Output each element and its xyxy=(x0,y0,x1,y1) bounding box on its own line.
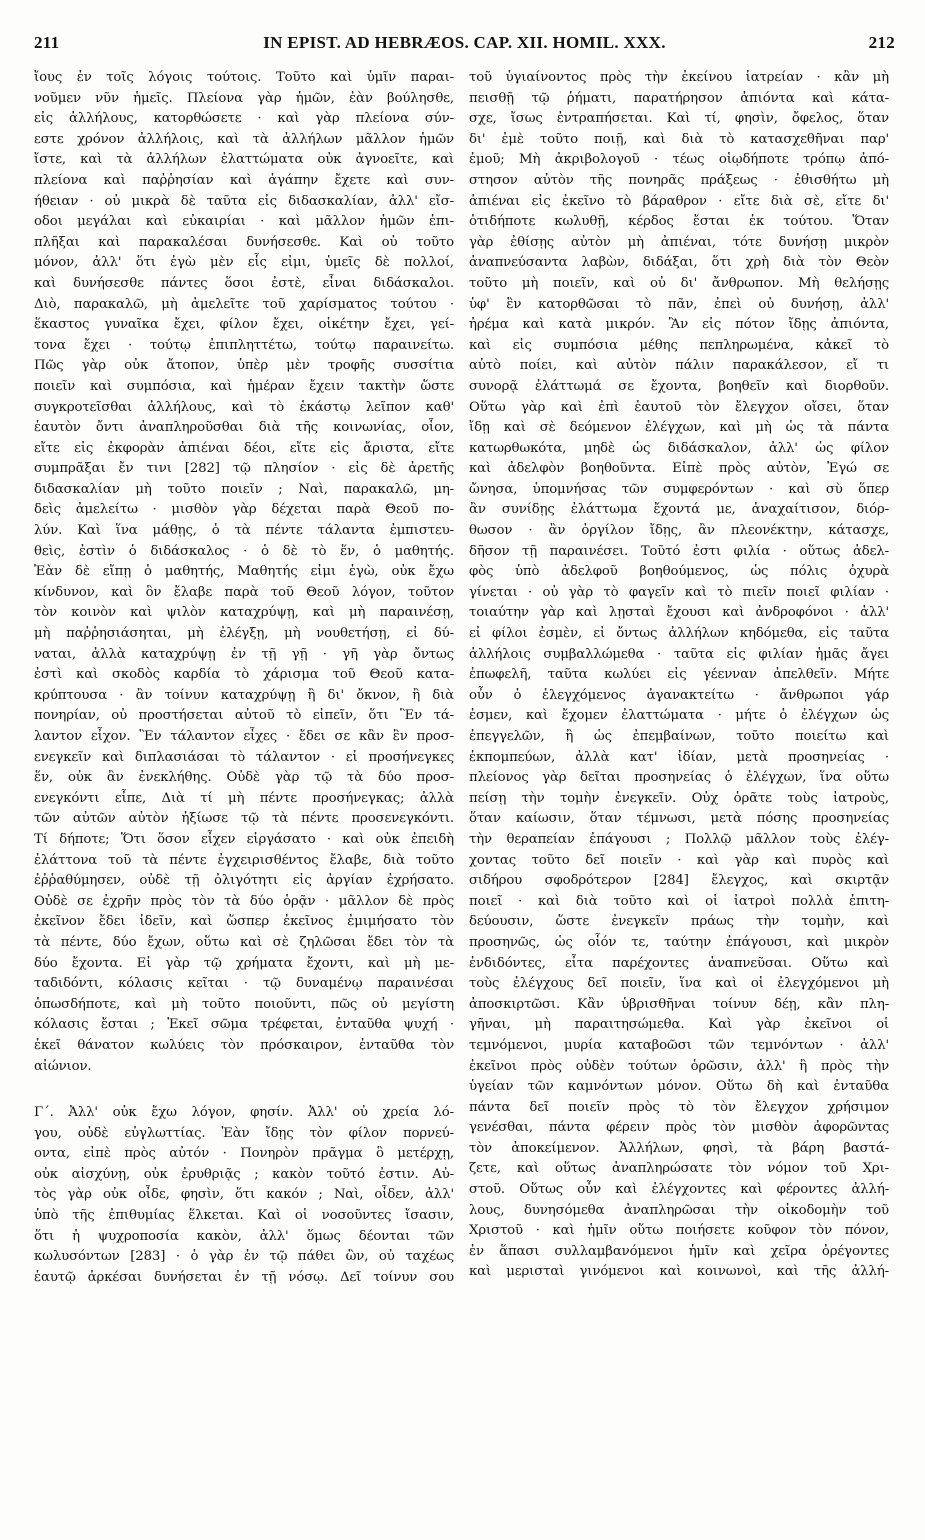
text-line: ἑαυτῷ ἀρκέσαι δυνήσεται ἐν τῇ νόσῳ. Δεῖ τοίνυν σου xyxy=(34,1269,454,1285)
running-header xyxy=(34,33,895,57)
text-line: ποιεῖν καὶ συμπόσια, καὶ ἡμέραν ἔχειν τακτὴν ὥστε xyxy=(34,378,454,394)
paragraph-gap xyxy=(34,1077,454,1103)
text-line: κατωρθωκότα, μηδὲ ὡς διδάσκαλον, ἀλλ' ὡς φίλον xyxy=(469,440,889,456)
text-line: τὸς γὰρ οὐκ οἶδε, φησὶν, ὅτι κακόν ; Ναὶ, οἶδεν, ἀλλ' xyxy=(34,1187,454,1203)
text-line: ἐκπομπεύων, ἀλλὰ κατ' ἰδίαν, μετὰ προσηνείας · xyxy=(469,749,889,765)
text-line: ὑπὸ τῆς ἐπιθυμίας ἕλκεται. Καὶ οἱ νοσοῦντες ἴσασιν, xyxy=(34,1208,454,1224)
text-line: δεὶς ἀμελείτω · μισθὸν γὰρ δέχεται παρὰ Θεοῦ πο- xyxy=(34,502,454,518)
text-line: δῆσον τῇ παραινέσει. Τοῦτό ἐστι φιλία · οὕτως ἀδελ- xyxy=(469,543,889,559)
right-text-column xyxy=(469,68,889,1283)
text-line: ζετε, καὶ οὕτως ἀναπληρώσατε τὸν νόμον τοῦ Χρι- xyxy=(469,1161,889,1177)
text-line: Χριστοῦ · καὶ ἡμῖν οὕτω ποιήσετε κοῦφον τὸν πόνον, xyxy=(469,1223,889,1239)
text-line: θωσον · ἂν ὀργίλον ἴδῃς, ἂν πλεονέκτην, κάτασχε, xyxy=(469,523,889,539)
text-line: ἐκεῖνοι πρὸς οὐδὲν τούτων ὁρῶσιν, ἀλλ' ἢ πρὸς τὴν xyxy=(469,1058,889,1074)
text-line: τὸν ἀποκείμενον. Ἀλλήλων, φησὶ, τὰ βάρη βαστά- xyxy=(469,1140,889,1156)
text-line: πείσῃ τὴν τομὴν ἐνεγκεῖν. Οὐχ ὁρᾶτε τοὺς ἰατροὺς, xyxy=(469,790,889,806)
text-line: πλῆξαι καὶ παρακαλέσαι δυνήσεσθε. Καὶ οὐ τοῦτο xyxy=(34,234,454,250)
text-line: κωλυσόντων [283] · ὁ γὰρ ἐν τῷ πάθει ὢν, οὐ ταχέως xyxy=(34,1249,454,1265)
text-line: λαντον εἶχον. Ἓν τάλαντον εἶχες · ἔδει σε κἂν ἓν προσ- xyxy=(34,729,454,744)
text-line: ενεγκεῖν καὶ διπλασιάσαι τὸ τάλαντον · εἰ προσήνεγκες xyxy=(34,749,454,765)
text-line: φὸς ὑπὸ ἀδελφοῦ βοηθούμενος, ὡς πόλις ὀχυρὰ xyxy=(469,564,889,580)
text-line: ποιεῖ · καὶ διὰ τοῦτο καὶ οἱ ἰατροὶ πολλὰ ἐπιτη- xyxy=(469,893,889,909)
text-line: τεμνόμενοι, μυρία καταβοῶσι τῶν τεμνόντων · ἀλλ' xyxy=(469,1037,889,1053)
text-line: γενέσθαι, πάντα φέρειν πρὸς τὸν μισθὸν ἀφορῶντας xyxy=(469,1120,889,1136)
left-text-column xyxy=(34,68,454,1288)
text-line: μόνον, ἀλλ' ὅτι ἐγὼ μὲν εἷς εἰμι, ὑμεῖς δὲ πολλοί, xyxy=(34,255,454,271)
text-line: τὴν θεραπείαν ἐπάγουσι ; Πολλῷ μᾶλλον τοὺς ἐλέγ- xyxy=(469,831,889,847)
text-line: ἐκεῖνον ἔδει ἰδεῖν, καὶ ὥσπερ ἐκεῖνος ἐμιμήσατο τὸν xyxy=(34,914,454,930)
text-line: πάντα δεῖ ποιεῖν πρὸς τὸ τὸν ἔλεγχον χρήσιμον xyxy=(469,1099,889,1115)
text-line: Οὐδὲ σε ἐχρῆν πρὸς τὸν τὰ δύο ὁρᾷν · μᾶλλον δὲ πρὸς xyxy=(34,893,454,909)
text-line: γίνεται · οὐ γὰρ τὸ φαγεῖν καὶ τὸ πιεῖν ποιεῖ φιλίαν · xyxy=(469,584,889,600)
text-line: ἐνδιδόντες, εἶτα παρέχοντες ἀναπνεῦσαι. Οὕτω καὶ xyxy=(469,955,889,971)
running-title: IN EPIST. AD HEBRÆOS. CAP. XII. HOMIL. XXX. xyxy=(263,33,666,52)
text-line: ενεγκόντι εἶπε, Διὰ τί μὴ πέντε προσήνεγκας; ἀλλὰ xyxy=(34,790,454,806)
text-line: λύν. Καὶ ἵνα μάθῃς, ὁ τὰ πέντε τάλαντα ἐμπιστευ- xyxy=(34,523,454,539)
text-line: ἴστε, καὶ τὰ ἀλλήλων ἐλαττώματα οὐκ ἀγνοεῖτε, καὶ xyxy=(34,152,454,168)
text-line: δύο ἔχοντα. Εἰ γὰρ τῷ χρήματα ἔχοντι, καὶ μὴ με- xyxy=(34,955,454,971)
text-line: εστε χρόνον ἀλλήλοις, καὶ τὰ ἀλλήλων μᾶλλον ἡμῶν xyxy=(34,131,454,147)
text-line: ταδιδόντι, κόλασις κεῖται · τῷ δυναμένῳ παραινέσαι xyxy=(34,976,454,992)
text-line: ναται, ἀλλὰ καταχρύψῃ ἐν τῇ γῇ · γῆ γὰρ ὄντως xyxy=(34,646,454,662)
text-line: ὑγείαν τῶν καμνόντων μόνον. Οὕτω δὴ καὶ ἐνταῦθα xyxy=(469,1079,889,1095)
text-line: στησον αὐτὸν τῆς πονηρᾶς πράξεως · ἐθισθήτω μὴ xyxy=(469,172,889,188)
text-line: νοῦμεν νῦν ἡμεῖς. Πλείονα γὰρ ἡμῶν, ἐὰν βούλησθε, xyxy=(34,90,454,106)
text-line: οδοι μεγάλαι καὶ εὐκαιρίαι · καὶ μᾶλλον ἡμῶν ἐπι- xyxy=(34,214,454,230)
text-line: τονα ἔχει · τούτῳ ἐπιπληττέτω, τούτῳ παραινείτω. xyxy=(34,337,454,353)
text-line: ἕκαστος γυναῖκα ἔχει, φίλον ἔχει, οἰκέτην ἔχει, γεί- xyxy=(34,317,454,333)
text-line: ἐστὶ καὶ σκοδὸς καρδία τὸ χάρισμα τοῦ Θεοῦ κατα- xyxy=(34,667,454,683)
text-line: ὁπωσδήποτε, καὶ μὴ τοῦτο ποιοῦντι, πῶς οὐ μεγίστη xyxy=(34,996,454,1012)
text-line: ἴδῃ καὶ σὲ δεόμενον ἐλέγχων, καὶ μὴ ὡς τὰ πάντα xyxy=(469,420,889,436)
text-line: καὶ εἰς συμπόσια μέθης πεπληρωμένα, κἀκεῖ τὸ xyxy=(469,337,889,353)
text-line: σιδήρου σφοδρότερον [284] ἔλεγχος, καὶ σκιρτᾷν xyxy=(469,873,889,889)
text-line: τοῦ ὑγιαίνοντος πρὸς τὴν ἐκείνου ἰατρείαν · κἂν μὴ xyxy=(469,70,889,85)
text-line: ὤνησα, ὑπομνήσας τῶν συμφερόντων · καὶ σὺ ὅπερ xyxy=(469,481,889,497)
text-line: τῶν αὐτῶν αὐτὸν ἠξίωσε τῷ τὰ πέντε προσενεγκόντι. xyxy=(34,811,454,827)
text-line: συμπρᾶξαι ἔν τινι [282] τῷ πλησίον · εἰς δὲ ἀρετῆς xyxy=(34,461,454,477)
text-line: ἕν, οὐκ ἂν ἐνεκλήθης. Οὐδὲ γὰρ τῷ τὰ δύο προσ- xyxy=(34,770,454,786)
text-line: θεὶς, ἐστὶν ὁ διδάσκαλος · ὁ δὲ τὸ ἕν, ὁ μαθητής. xyxy=(34,543,454,559)
text-line: ἐλάττονα τοῦ τὰ πέντε ἐγχειρισθέντος ἔλαβε, διὰ τοῦτο xyxy=(34,852,454,868)
text-line: Διὸ, παρακαλῶ, μὴ ἀμελεῖτε τοῦ χαρίσματος τούτου · xyxy=(34,296,454,312)
text-line: γου, οὐδὲ εὐγλωττίας. Ἐὰν ἴδῃς τὸν φίλον πορνεύ- xyxy=(34,1125,454,1141)
text-line: οὖν ὁ ἐλεγχόμενος ἀγανακτείτω · ἄνθρωποι γάρ xyxy=(469,687,889,703)
text-line: οὐκ αἰσχύνῃ, οὐκ ἐρυθριᾷς ; κακὸν τοῦτό ἐστιν. Αὐ- xyxy=(34,1166,454,1182)
text-line: προσηνῶς, ὡς οἷόν τε, ταύτην ἐπάγουσι, καὶ μικρὸν xyxy=(469,934,889,950)
text-line: καὶ μερισταὶ γινόμενοι καὶ κοινωνοὶ, καὶ τῆς ἀλλή- xyxy=(469,1264,889,1280)
text-line: μὴ παῤῥησιάσηται, μὴ ἐλέγξῃ, μὴ νουθετήσῃ, εἰ δύ- xyxy=(34,626,454,642)
text-line: πλείονα καὶ παῤῥησίαν καὶ ἀγάπην ἔχετε καὶ συν- xyxy=(34,172,454,188)
text-line: πονηρίαν, οὐ προστήσεται αὐτοῦ τὸ εἰπεῖν, ὅτι Ἓν τά- xyxy=(34,708,454,724)
text-line: δι' ἐμὲ τοῦτο ποιῇ, καὶ διὰ τὸ κατασχεθῆναι παρ' xyxy=(469,131,889,147)
text-line: Τί δήποτε; Ὅτι ὅσον εἶχεν εἰργάσατο · καὶ οὐκ ἐπειδὴ xyxy=(34,831,454,847)
text-line: ἂν συνίδῃς ἐλάττωμα ἔχοντά με, ἀναχαίτισον, διόρ- xyxy=(469,502,889,518)
text-line: Οὕτω γὰρ καὶ ἐπὶ ἑαυτοῦ τὸν ἔλεγχον οἴσει, ὅταν xyxy=(469,399,889,415)
text-line: ἐπεγγελῶν, ἢ ὡς ἐπεμβαίνων, τοῦτο ποιείτω καὶ xyxy=(469,729,889,744)
text-line: συνορᾷ ἐλάττωμά σε ἔχοντα, βοηθεῖν καὶ διορθοῦν. xyxy=(469,378,889,394)
text-line: ἐκεῖ θάνατον κωλύεις τὸν πρόσκαιρον, ἐνταῦθα τὸν xyxy=(34,1037,454,1053)
text-line: γῆναι, μὴ παραιτησώμεθα. Καὶ γὰρ ἐκεῖνοι οἱ xyxy=(469,1017,889,1033)
text-line: διδασκαλίαν μὴ τοῦτο ποιεῖν ; Ναὶ, παρακαλῶ, μη- xyxy=(34,481,454,497)
text-line: καὶ ἀδελφὸν βοηθοῦντα. Εἰπὲ πρὸς αὐτὸν, Ἐγώ σε xyxy=(469,461,889,477)
text-line: τὰ πέντε, δύο ἔχων, οὕτω καὶ σὲ ζηλῶσαι ἔδει τὸν τὰ xyxy=(34,934,454,950)
text-line: κόλασις ἔσται ; Ἐκεῖ σῶμα τρέφεται, ἐνταῦθα ψυχή · xyxy=(34,1017,454,1033)
text-line: ἐπωφελῆ, ταῦτα κωλύει εἰς γέενναν ἀπελθεῖν. Μήτε xyxy=(469,667,889,683)
text-line: κρύπτουσα · ἂν τοίνυν καταχρύψῃ ἢ δι' ὄκνον, ἢ διὰ xyxy=(34,687,454,703)
text-line: ἀναπνεύσαντα λαβὼν, διδάξαι, ὅτι χρὴ διὰ τὸν Θεὸν xyxy=(469,255,889,271)
text-line: τοιαύτην γὰρ καὶ λῃσταὶ ἔχουσι καὶ ἀνδροφόνοι · ἀλλ' xyxy=(469,605,889,621)
text-line: πεισθῇ τῷ ῥήματι, παρατήρησον ἀπιόντα καὶ κάτα- xyxy=(469,90,889,106)
text-line: Ἐὰν δὲ εἴπῃ ὁ μαθητής, Μαθητής εἰμι ἐγὼ, οὐκ ἔχω xyxy=(34,564,454,580)
text-line: ἀπιέναι εἰς ἐκεῖνο τὸ βάραθρον · εἴτε διὰ σὲ, εἴτε δι' xyxy=(469,193,889,209)
text-line: ἐν ἅπασι συλλαμβανόμενοι ἡμῖν καὶ χεῖρα ὀρέγοντες xyxy=(469,1243,889,1259)
text-line: λους, δυνησόμεθα ἀναπληρῶσαι τὴν οἰκοδομὴν τοῦ xyxy=(469,1202,889,1218)
text-line: εἰ φίλοι ἐσμὲν, εἰ ὄντως ἀλλήλων κηδόμεθα, εἰς ταῦτα xyxy=(469,626,889,642)
text-line: Γ΄. Ἀλλ' οὐκ ἔχω λόγον, φησίν. Ἀλλ' οὐ χρεία λό- xyxy=(34,1105,454,1121)
text-line: ὑφ' ἓν κατορθῶσαι τὸ πᾶν, ἐπεὶ οὐ δυνήσῃ, ἀλλ' xyxy=(469,296,889,312)
text-line: αὐτὸ ποίει, καὶ αὐτὸν πάλιν παρακάλεσον, εἴ τι xyxy=(469,358,889,374)
text-line: ἐμοῦ; Μὴ ἀκριβολογοῦ · τέως οἱῳδήποτε τρόπῳ ἀπό- xyxy=(469,152,889,168)
text-line: γὰρ ἐθίσῃς αὐτὸν μὴ ἀπιέναι, τότε δυνήσῃ μικρὸν xyxy=(469,234,889,250)
text-line: ἠρέμα καὶ κατὰ μικρόν. Ἂν εἰς πότον ἴδῃς ἀπιόντα, xyxy=(469,317,889,333)
text-line: συγκροτεῖσθαι ἀλλήλους, καὶ τὸ ἑκάστῳ λεῖπον καθ' xyxy=(34,399,454,415)
text-line: ἀλλήλοις συμβαλλώμεθα · ταῦτα εἰς φιλίαν ἡμᾶς ἄγει xyxy=(469,646,889,662)
text-line: οντα, εἰπὲ πρὸς αὐτόν · Πονηρὸν πρᾶγμα ὃ μετέρχῃ, xyxy=(34,1146,454,1162)
text-line: τοῦτο μὴ ποιεῖν, καὶ οὐ δι' ἄνθρωπον. Μὴ θελήσῃς xyxy=(469,275,889,291)
text-line: ἴους ἐν τοῖς λόγοις τούτοις. Τοῦτο καὶ ὑμῖν παραι- xyxy=(34,70,454,85)
page-number-left: 211 xyxy=(34,33,60,52)
text-line: κίνδυνον, καὶ ὃν ἔλαβε παρὰ τοῦ Θεοῦ λόγον, τοῦτον xyxy=(34,584,454,600)
text-line: ἀποσκιρτῶσι. Κἂν ὑβρισθῆναι τοίνυν δέῃ, κἂν πλη- xyxy=(469,996,889,1012)
text-line: ὁτιδήποτε κωλυθῇ, κέρδος ἔσται ἐκ τούτου. Ὅταν xyxy=(469,214,889,230)
text-line: καὶ δυνήσεσθε πάντες ὅσοι ἐστὲ, εἶναι διδάσκαλοι. xyxy=(34,275,454,291)
text-line: ἐῤῥαθύμησεν, οὐδὲ τῇ ὀλιγότητι εἰς ἀργίαν ἐχρήσατο. xyxy=(34,873,454,889)
text-line: ὅτι ἡ ψυχροποσία κακὸν, ἀλλ' ὅμως δέονται τῶν xyxy=(34,1228,454,1244)
text-line: τοὺς ἐλέγχους δεῖ ποιεῖν, ἵνα καὶ οἱ ἐλεγχόμενοι μὴ xyxy=(469,976,889,992)
text-line: εἰς ἀλλήλους, κατορθώσετε · καὶ γὰρ πλείονα σύν- xyxy=(34,111,454,127)
text-line: Πῶς γὰρ οὐκ ἄτοπον, ὑπὲρ μὲν τροφῆς συσσίτια xyxy=(34,358,454,374)
text-line: σχε, ἴσως ἐντραπήσεται. Καὶ τί, φησὶν, ὄφελος, ὅταν xyxy=(469,111,889,127)
text-line: ήθειαν · οὐ μικρὰ δὲ ταῦτα εἰς διδασκαλίαν, ἀλλ' εἴσ- xyxy=(34,193,454,209)
text-line: αἰώνιον. xyxy=(34,1058,92,1074)
text-line: ὅταν καίωσιν, ὅταν τέμνωσι, μετὰ πόσης προσηνείας xyxy=(469,811,889,827)
text-line: ἐσμεν, καὶ ἔχομεν ἐλαττώματα · μήτε ὁ ἐλέγχων ὡς xyxy=(469,708,889,724)
page-number-right: 212 xyxy=(868,33,895,52)
text-line: στοῦ. Οὕτως οὖν καὶ ἐλέγχοντες καὶ φέροντες ἀλλή- xyxy=(469,1182,889,1198)
text-line: δεύουσιν, ὥστε ἐνεγκεῖν πράως τὴν τομὴν, καὶ xyxy=(469,914,889,930)
text-line: χοντας τοῦτο δεῖ ποιεῖν · καὶ γὰρ καὶ πυρὸς καὶ xyxy=(469,852,889,868)
text-line: εἴτε εἰς ἐκφορὰν ἀπιέναι δέοι, εἴτε εἰς ἄριστα, εἴτε xyxy=(34,440,454,456)
text-line: τὸν κοινὸν καὶ ψιλὸν καταχρύψῃ, καὶ μὴ παραινέσῃ, xyxy=(34,605,454,621)
text-line: πλείονος γὰρ δεῖται προσηνείας ὁ ἐλέγχων, ἵνα οὕτω xyxy=(469,770,889,786)
text-line: ἑαυτὸν ὄντι ἀναπληροῦσθαι διὰ τῆς κοινωνίας, οἷον, xyxy=(34,420,454,436)
